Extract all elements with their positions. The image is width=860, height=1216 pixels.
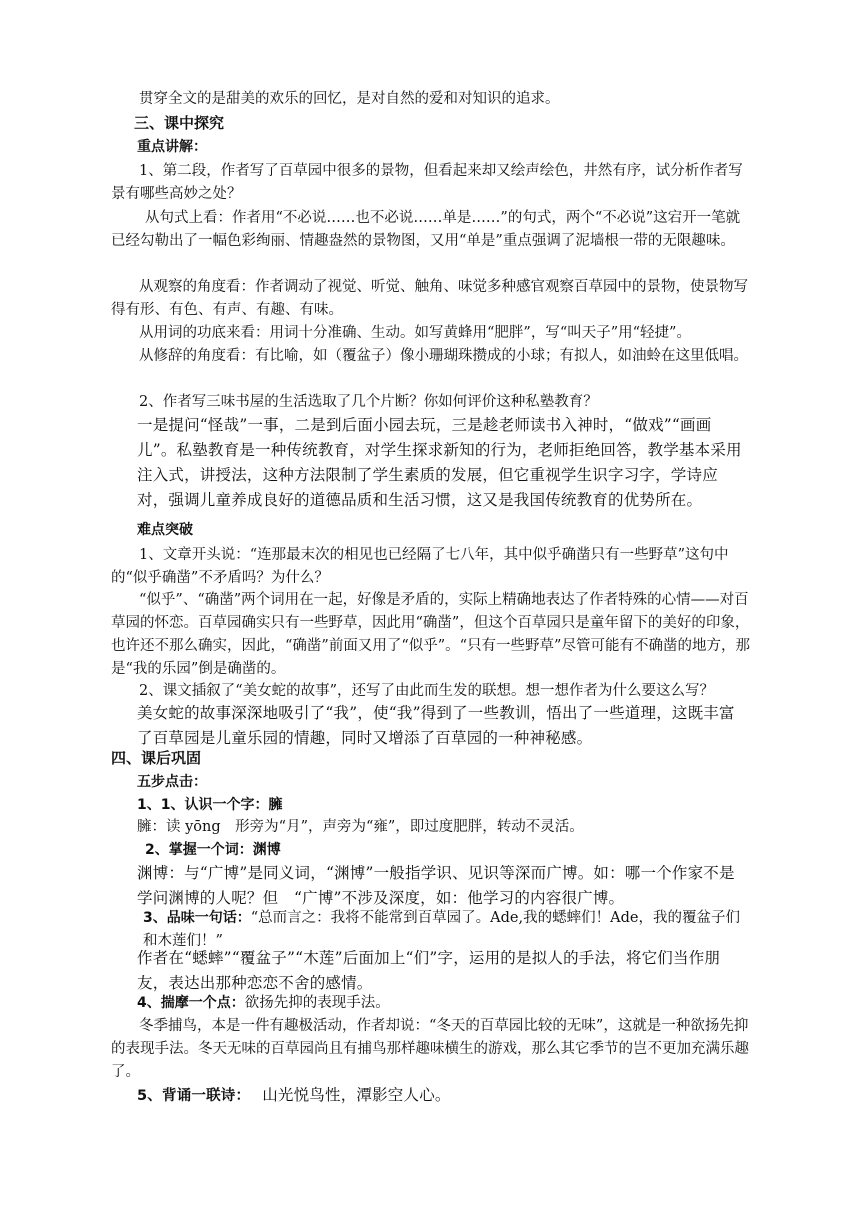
answer-2: 一是提问“怪哉”一事，二是到后面小园去玩，三是趁老师读书入神时，“做戏”“画画儿”。私塾教育是一种传统教育，对学生探求新知的行为，老师拒绝回答，教学基本采用注入式，讲授法，这种方法限制了学生素质的发展，但它重视学生识字习字，学诗应对，强调儿童养成良好的道德品质和生活习惯，这又是我国传统教育的优势所在。 [137,416,742,509]
step-2-content: 渊博：与“广博”是同义词，“渊博”一般指学识、见识等深而广博。如：哪一个作家不是学问渊博的人呢？但 “广博”不涉及深度，如：他学习的内容很广博。 [137,864,735,907]
difficulty-question-1: 1、文章开头说：“连那最末次的相见也已经隔了七八年，其中似乎确凿只有一些野草”这句中的“似乎确凿”不矛盾吗？为什么？ [111,547,729,586]
answer-observation: 从观察的角度看：作者调动了视觉、听觉、触角、味觉多种感官观察百草园中的景物，使景物写得有形、有色、有声、有趣、有味。 [111,279,748,318]
difficulty-answer-2: 美女蛇的故事深深地吸引了“我”，使“我”得到了一些教训，悟出了一些道理，这既丰富了百草园是儿童乐园的情趣，同时又增添了百草园的一种神秘感。 [137,704,735,747]
difficulty-question-2: 2、课文插叙了“美女蛇的故事”，还写了由此而生发的联想。想一想作者为什么要这么写？ [139,683,715,699]
answer-sentence-pattern: 从句式上看：作者用“不必说……也不必说……单是……”的句式，两个“不必说”这宕开一笔就已经勾勒出了一幅色彩绚丽、情趣盎然的景物图，又用“单是”重点强调了泥墙根一带的无限趣味。 [111,210,741,249]
section-heading-3: 三、课中探究 [134,114,225,132]
subheading-difficulties: 难点突破 [137,522,193,538]
step-5-heading: 5、背诵一联诗： [137,1088,251,1104]
question-1: 1、第二段，作者写了百草园中很多的景物，但看起来却又绘声绘色，井然有序，试分析作者写景有哪些高妙之处？ [111,163,743,202]
step-2-heading: 2、掌握一个词：渊博 [145,842,281,858]
question-2: 2、作者写三味书屋的生活选取了几个片断？你如何评价这种私塾教育？ [139,394,598,410]
step-4-content: 冬季捕鸟，本是一件有趣极活动，作者却说：“冬天的百草园比较的无味”，这就是一种欲扬先抑的表现手法。冬天无味的百草园尚且有捕鸟那样趣味横生的游戏，那么其它季节的岂不更加充满乐趣了。 [111,1018,749,1080]
step-1-heading: 1、1、认识一个字：臃 [137,797,283,813]
subheading-key-points: 重点讲解： [137,139,207,155]
intro-summary: 贯穿全文的是甜美的欢乐的回忆，是对自然的爱和对知识的追求。 [139,91,560,107]
step-5-poem: 山光悦鸟性，潭影空人心。 [262,1086,451,1104]
step-3-analysis: 作者在“蟋蟀”“覆盆子”“木莲”后面加上“们”字，运用的是拟人的手法，将它们当作朋友，表达出那种恋恋不舍的感情。 [137,949,721,992]
answer-wording: 从用词的功底来看：用词十分准确、生动。如写黄蜂用“肥胖”，写“叫天子”用“轻捷”。 [139,325,691,341]
difficulty-answer-1: “似乎”、“确凿”两个词用在一起，好像是矛盾的，实际上精确地表达了作者特殊的心情——对百草园的怀恋。百草园确实只有一些野草，因此用“确凿”，但这个百草园只是童年留下的美好的印象，也许还不那么确实，因此，“确凿”前面又用了“似乎”。“只有一些野草”尽管可能有不确凿的地方，那是“我的乐园”倒是确凿的。 [111,592,750,677]
step-1-content: 臃：读 yōng 形旁为“月”，声旁为“雍”，即过度肥胖，转动不灵活。 [137,819,584,835]
step-3-heading: 3、品味一句话： [143,910,251,926]
step-4 [137,992,777,1015]
step-4-heading: 4、揣摩一个点： [137,995,245,1011]
section-heading-4: 四、课后巩固 [111,749,202,767]
step-5 [137,1083,777,1109]
subheading-five-steps: 五步点击： [137,774,207,790]
step-4-topic: 欲扬先抑的表现手法。 [244,995,390,1011]
step-3-quote: “总而言之：我将不能常到百草园了。Ade,我的蟋蟀们！Ade，我的覆盆子们和木莲们！” [143,910,740,949]
answer-rhetoric: 从修辞的角度看：有比喻，如（覆盆子）像小珊瑚珠攒成的小球；有拟人，如油蛉在这里低唱。 [139,348,748,364]
